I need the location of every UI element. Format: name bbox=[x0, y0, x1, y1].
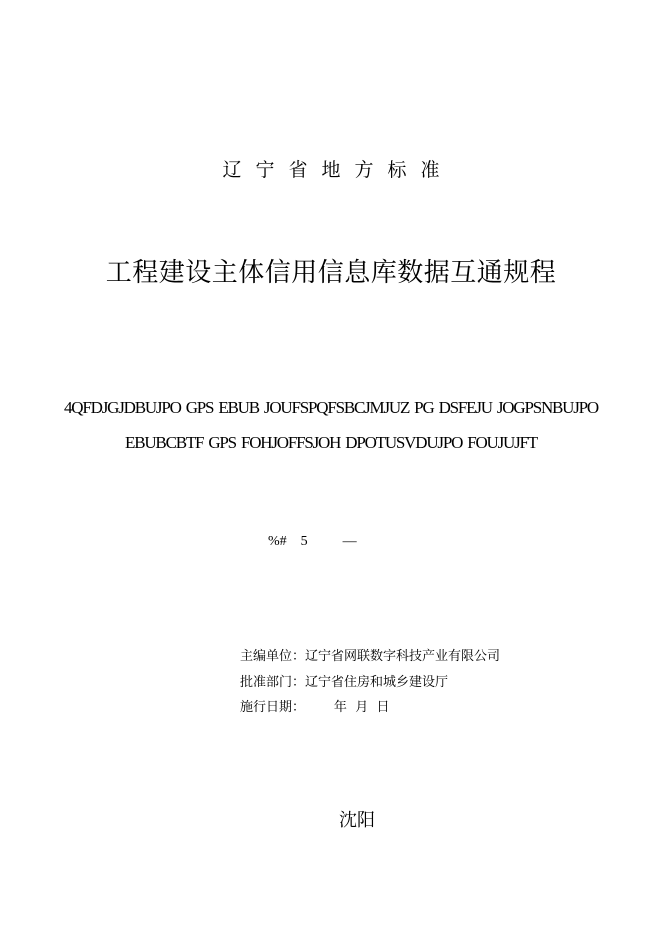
effective-date: 施行日期： 年 月 日 bbox=[240, 700, 390, 715]
compiling-unit: 主编单位：辽宁省网联数字科技产业有限公司 bbox=[240, 649, 501, 664]
document-title: 工程建设主体信用信息库数据互通规程 bbox=[105, 258, 557, 288]
approving-department: 批准部门：辽宁省住房和城乡建设厅 bbox=[240, 675, 449, 690]
standard-number: %# 5 — bbox=[268, 534, 357, 549]
standard-type-heading: 辽宁省地方标准 bbox=[222, 159, 454, 181]
publication-city: 沈阳 bbox=[339, 810, 375, 831]
english-title-line-1: 4QFDJGJDBUJPO GPS EBUB JOUFSPQFSBCJMJUZ PG DSFEJU JOGPSNBUJPO bbox=[64, 398, 598, 417]
english-title-line-2: EBUBCBTF GPS FOHJOFFSJOH DPOTUSVDUJPO FOUJUJFT bbox=[125, 433, 537, 452]
